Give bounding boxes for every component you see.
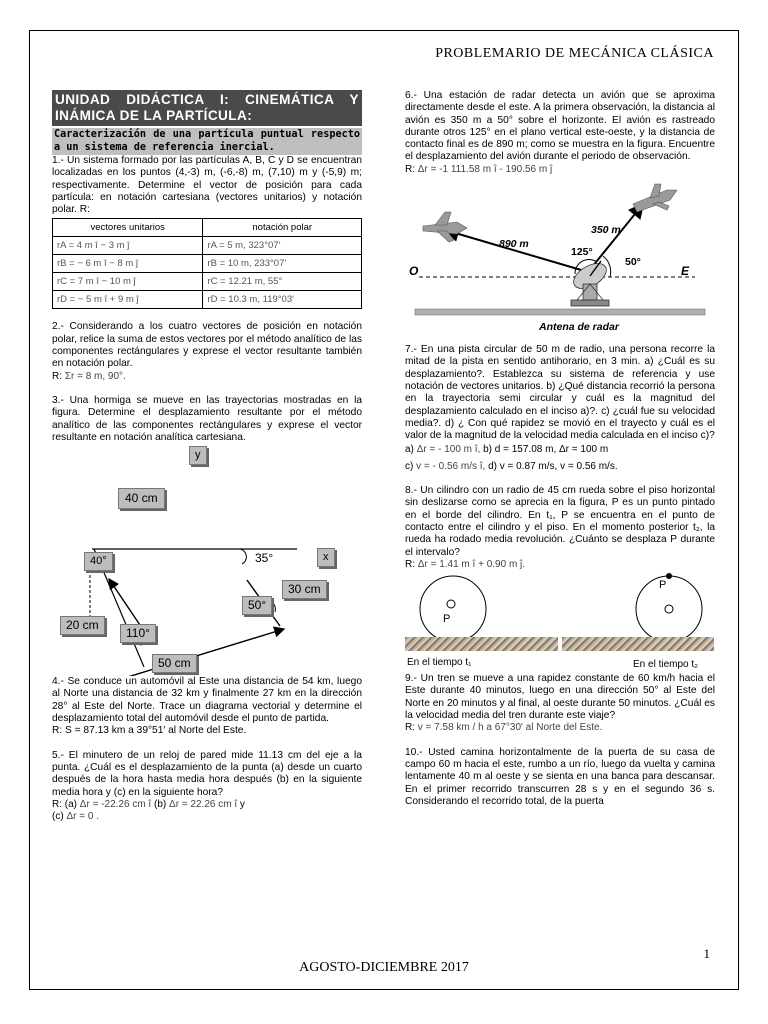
- right-column: [405, 90, 715, 808]
- table-header-polar: notación polar: [203, 219, 362, 237]
- problem-5: 5.- El minutero de un reloj de pared mide 11.13 cm del eje a la punta. ¿Cuál es el desplazamiento de la punta (a) desde un cuarto después de la hora hasta media hora después (b) en la siguiente media hora y (c) en la siguiente hora?: [52, 749, 362, 798]
- problem-5-answer-c: [52, 811, 362, 823]
- answer-value: Δr = 22.26 cm î: [169, 798, 238, 810]
- ground-strip-1: [405, 637, 558, 651]
- page-footer: AGOSTO-DICIEMBRE 2017: [299, 960, 469, 975]
- table-cell: rA = 5 m, 323°07′: [203, 237, 362, 255]
- table-cell: rD = 10.3 m, 119°03′: [203, 291, 362, 309]
- table-cell: rD = − 5 m î + 9 m ĵ: [53, 291, 203, 309]
- problem-3: 3.- Una hormiga se mueve en las trayectorias mostradas en la figura. Determine el desplazamiento resultante por el método analítico de las componentes rectángulares y exprese el vector resultante en notación analítica cartesiana.: [52, 394, 362, 443]
- problem-1: 1.- Un sistema formado por las partículas A, B, C y D se encuentran localizadas en los puntos (4,-3) m, (-6,-8) m, (7,10) m y (-5,9) m; respectivamente. Determine el vector de posición para cada partícula: en notación cartesiana (vectores unitarios) y notación polar. R:: [52, 155, 362, 216]
- label-O: O: [409, 264, 419, 279]
- answer-label: R: (a): [52, 798, 77, 810]
- problem-5-answer: [52, 799, 362, 811]
- label-angle-40: 40°: [84, 552, 113, 571]
- label-angle-125: 125°: [571, 246, 593, 259]
- problem-10: 10.- Usted camina horizontalmente de la puerta de su casa de campo 60 m hacia el este, rumbo a un río, luego da vuelta y camina lentamente 40 m al oeste y se sienta en una banca para descansar. En el primer recorrido transcurren 28 s y en el segundo 36 s. Considerando el recorrido total, de la puerta: [405, 746, 715, 807]
- answer-label: R:: [52, 370, 62, 382]
- problem-8: 8.- Un cilindro con un radio de 45 cm rueda sobre el piso horizontal sin deslizarse como se aprecia en la figura, P es un punto pintado en el borde del cilindro. En t₁, P se encuentra en el punto de contacto entre el cilindro y el piso. En el momento posterior t₂, la rueda ha rodado media revolución. ¿Cuánto se desplaza P durante el intervalo?: [405, 485, 715, 558]
- answer-value: v = 7.58 km / h a 67°30′ al Norte del Este.: [417, 722, 603, 734]
- answer-label: R:: [405, 558, 415, 570]
- label-angle-50: 50°: [625, 256, 641, 269]
- problem-7-answer-2: [405, 461, 715, 473]
- label-angle-35: 35°: [255, 551, 274, 566]
- answer-value: v = - 0.56 m/s î,: [416, 460, 486, 472]
- label-20cm: 20 cm: [60, 616, 105, 635]
- answer-value: Δr = -1 111.58 m î - 190.56 m ĵ: [417, 163, 553, 175]
- ant-path-figure: [52, 444, 362, 676]
- page-header: PROBLEMARIO DE MECÁNICA CLÁSICA: [435, 46, 714, 61]
- unit-subtitle: Caracterización de una partícula puntual respecto a un sistema de referencia inercial.: [52, 128, 362, 155]
- problem-4: 4.- Se conduce un automóvil al Este una distancia de 54 km, luego al Norte una distancia de 32 km y finalmente 27 km en la dirección 28° al Este del Norte. Trace un diagrama vectorial y determine el desplazamiento total del automóvil desde el punto de partida.: [52, 676, 362, 725]
- table-cell: rB = − 6 m î − 8 m ĵ: [53, 255, 203, 273]
- table-row: [53, 255, 362, 273]
- problem-6: 6.- Una estación de radar detecta un avión que se aproxima directamente desde el este. A la primera observación, la distancia al avión es 350 m a 50° sobre el horizonte. El avión es rastreado durante otros 125° en el plano vertical este-oeste, y la distancia de contacto final es de 890 m; como se muestra en la figura. Encuentre el desplazamiento del avión durante el periodo de observación.: [405, 90, 715, 163]
- problem-8-answer: [405, 559, 715, 571]
- label-40cm: 40 cm: [118, 488, 165, 509]
- answer-label: (c): [52, 811, 64, 823]
- problem-7: 7.- En una pista circular de 50 m de radio, una persona recorre la mitad de la pista en sentido antihorario, en 3 min. a) ¿Cuál es su desplazamiento?. Establezca su sistema de referencia y use notación de vectores unitarios. b) ¿Qué distancia recorrió la persona en la trayectoria semi circular y cuál es la magnitud del desplazamiento calculado en el inciso a)?. c) ¿cuál fue su velocidad media?. d) ¿ Con qué rapidez se movió en el trayecto y cuál es el valor de la magnitud de la velocidad media calculada en el inciso c)?: [405, 344, 715, 442]
- answer-value: Δr = 1.41 m î + 0.90 m ĵ.: [417, 558, 526, 570]
- label-30cm: 30 cm: [282, 580, 327, 599]
- radar-figure: [405, 176, 715, 344]
- table-header-unit: vectores unitarios: [53, 219, 203, 237]
- problem-6-answer: [405, 164, 715, 176]
- answer-value: b) d = 157.08 m, Δr = 100 m: [480, 444, 609, 456]
- vector-table: [52, 218, 362, 309]
- label-350m: 350 m: [591, 224, 621, 237]
- radar-diagram: [405, 176, 715, 344]
- label-890m: 890 m: [499, 238, 529, 251]
- answer-value: Σr = 8 m, 90°.: [64, 370, 126, 382]
- left-column: [52, 90, 362, 823]
- answer-label: c): [405, 460, 414, 472]
- problem-4-answer: R: S = 87.13 km a 39°51′ al Norte del Este.: [52, 725, 247, 737]
- label-E: E: [681, 264, 690, 279]
- caption-t1: En el tiempo t₁: [407, 657, 472, 669]
- answer-label: a): [405, 444, 414, 456]
- answer-label: R:: [405, 163, 415, 175]
- answer-value: Δr = -22.26 cm î: [79, 798, 152, 810]
- problem-9-answer: [405, 722, 715, 734]
- radar-caption: Antena de radar: [539, 321, 619, 334]
- table-row: [53, 237, 362, 255]
- table-cell: rC = 12.21 m, 55°: [203, 273, 362, 291]
- label-50cm: 50 cm: [152, 654, 197, 673]
- problem-2-answer: [52, 371, 362, 383]
- label-angle-110: 110°: [120, 624, 156, 643]
- answer-value: d) v = 0.87 m/s, v = 0.56 m/s.: [485, 460, 618, 472]
- y-axis-label: y: [189, 446, 207, 465]
- answer-label: R:: [405, 722, 415, 734]
- table-cell: rB = 10 m, 233°07′: [203, 255, 362, 273]
- x-axis-label: x: [317, 548, 335, 567]
- label-P-t1: P: [443, 613, 451, 626]
- cylinder-figure: [405, 571, 715, 673]
- label-P-t2: P: [659, 579, 667, 592]
- table-row: [53, 291, 362, 309]
- answer-value: Δr = - 100 m î,: [416, 444, 481, 456]
- unit-title: UNIDAD DIDÁCTICA I: CINEMÁTICA Y INÁMICA DE LA PARTÍCULA:: [52, 90, 362, 126]
- table-cell: rA = 4 m î − 3 m ĵ: [53, 237, 203, 255]
- ground-strip-2: [562, 637, 714, 651]
- caption-t2: En el tiempo t₂: [633, 659, 699, 671]
- table-cell: rC = 7 m î − 10 m ĵ: [53, 273, 203, 291]
- page-number: 1: [703, 946, 710, 961]
- problem-9: 9.- Un tren se mueve a una rapidez constante de 60 km/h hacia el Este durante 40 minutos, luego en una dirección 50° al Este del Norte en 20 minutos y al final, al oeste durante 50 minutos. ¿Cuál es la velocidad media del tren durante este viaje?: [405, 673, 715, 722]
- table-row: [53, 273, 362, 291]
- problem-7-answer-1: [405, 444, 715, 456]
- label-angle-50: 50°: [242, 596, 272, 615]
- answer-connector: y: [239, 798, 245, 810]
- answer-label: (b): [154, 798, 167, 810]
- answer-value: Δr = 0 .: [66, 811, 99, 823]
- problem-2: 2.- Considerando a los cuatro vectores de posición en notación polar, relice la suma de estos vectores por el método analítico de las componentes rectángulares y exprese el vector resultante también en notación polar.: [52, 321, 362, 370]
